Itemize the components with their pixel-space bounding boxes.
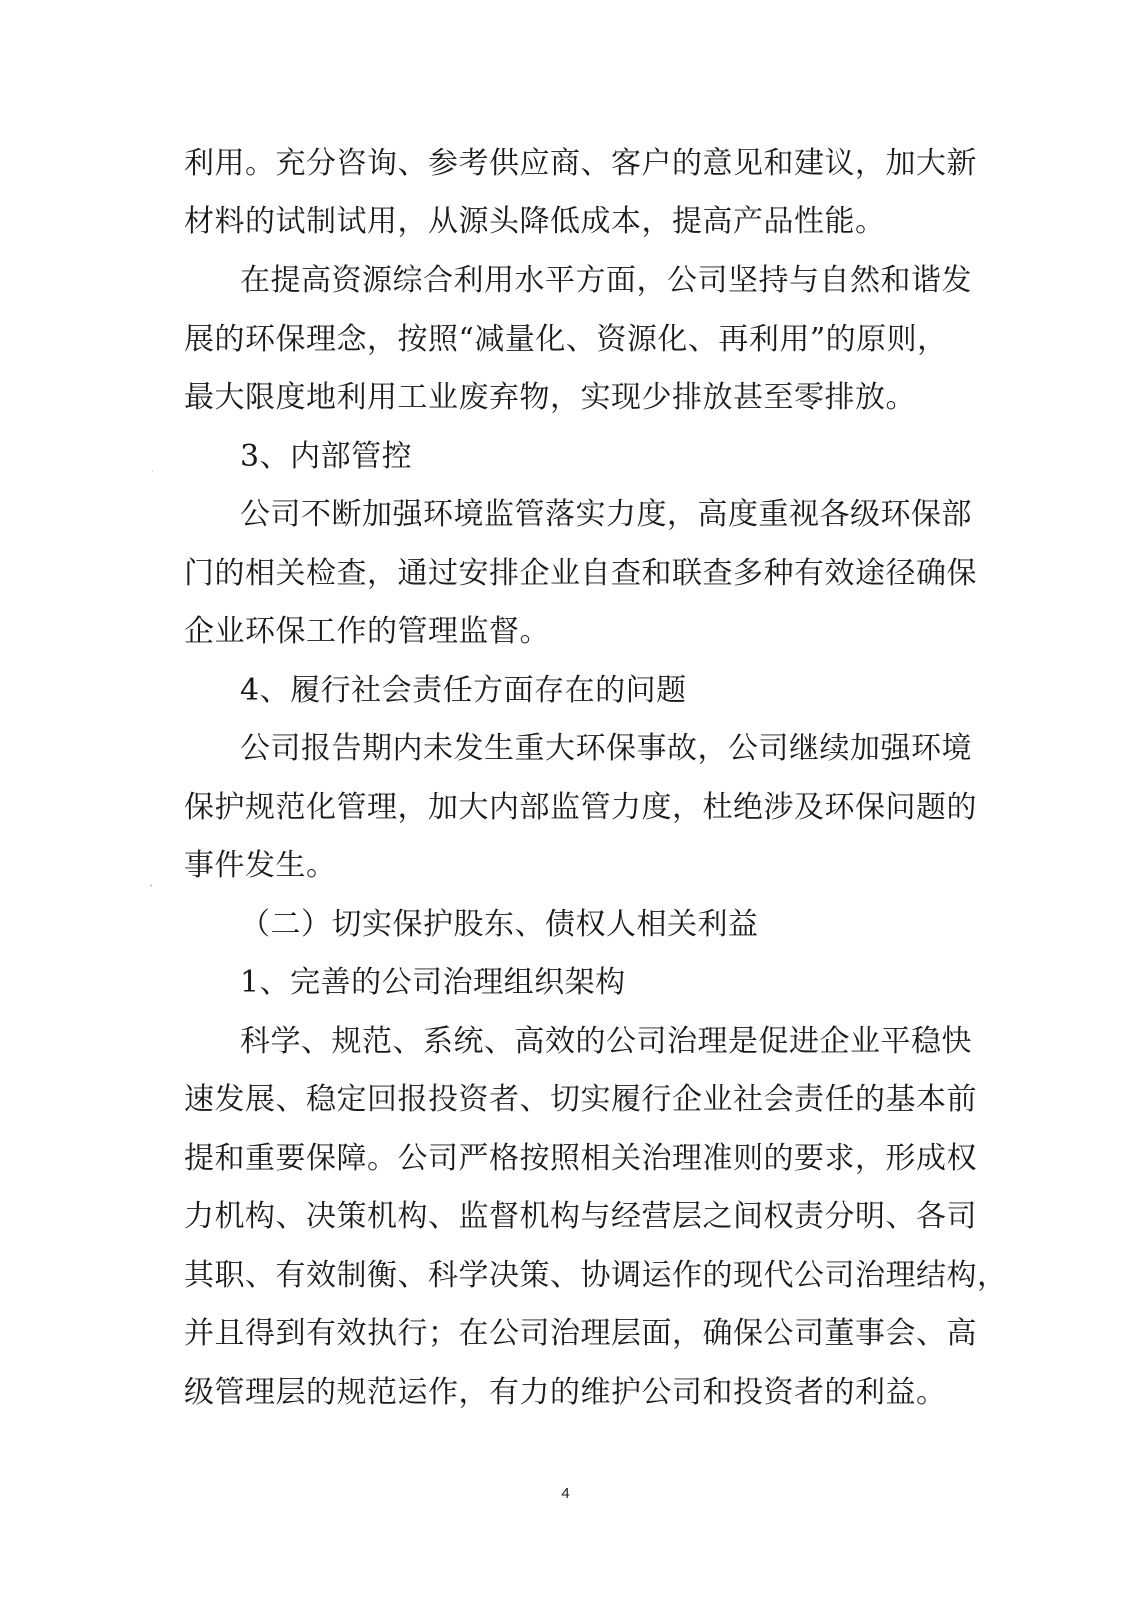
paragraph-line: 利用。充分咨询、参考供应商、客户的意见和建议，加大新 [184,146,977,181]
paragraph-line: 力机构、决策机构、监督机构与经营层之间权责分明、各司 [184,1199,977,1234]
scan-speck [150,884,152,887]
section-heading: 4、履行社会责任方面存在的问题 [240,673,687,708]
paragraph-line: 保护规范化管理，加大内部监管力度，杜绝涉及环保问题的 [184,790,977,825]
paragraph-line: 企业环保工作的管理监督。 [184,614,550,649]
paragraph-line: 速发展、稳定回报投资者、切实履行企业社会责任的基本前 [184,1082,977,1117]
paragraph-line: 其职、有效制衡、科学决策、协调运作的现代公司治理结构， [184,1258,1008,1293]
paragraph-line: 级管理层的规范运作，有力的维护公司和投资者的利益。 [184,1375,947,1410]
paragraph-line: 并且得到有效执行；在公司治理层面，确保公司董事会、高 [184,1316,977,1351]
paragraph-line: 科学、规范、系统、高效的公司治理是促进企业平稳快 [240,1024,972,1059]
section-heading: （二）切实保护股东、债权人相关利益 [240,907,759,942]
paragraph-line: 门的相关检查，通过安排企业自查和联查多种有效途径确保 [184,556,977,591]
paragraph-line: 展的环保理念，按照“减量化、资源化、再利用”的原则， [184,322,948,357]
paragraph-line: 提和重要保障。公司严格按照相关治理准则的要求，形成权 [184,1141,977,1176]
paragraph-line: 材料的试制试用，从源头降低成本，提高产品性能。 [184,204,886,239]
paragraph-line: 事件发生。 [184,848,337,883]
paragraph-line: 在提高资源综合利用水平方面，公司坚持与自然和谐发 [240,263,972,298]
paragraph-line: 公司报告期内未发生重大环保事故，公司继续加强环境 [240,731,972,766]
section-heading: 1、完善的公司治理组织架构 [240,965,626,1000]
scan-speck [152,470,153,472]
page-number: 4 [561,1485,570,1502]
section-heading: 3、内部管控 [240,439,413,474]
paragraph-line: 公司不断加强环境监管落实力度，高度重视各级环保部 [240,497,972,532]
paragraph-line: 最大限度地利用工业废弃物，实现少排放甚至零排放。 [184,380,916,415]
